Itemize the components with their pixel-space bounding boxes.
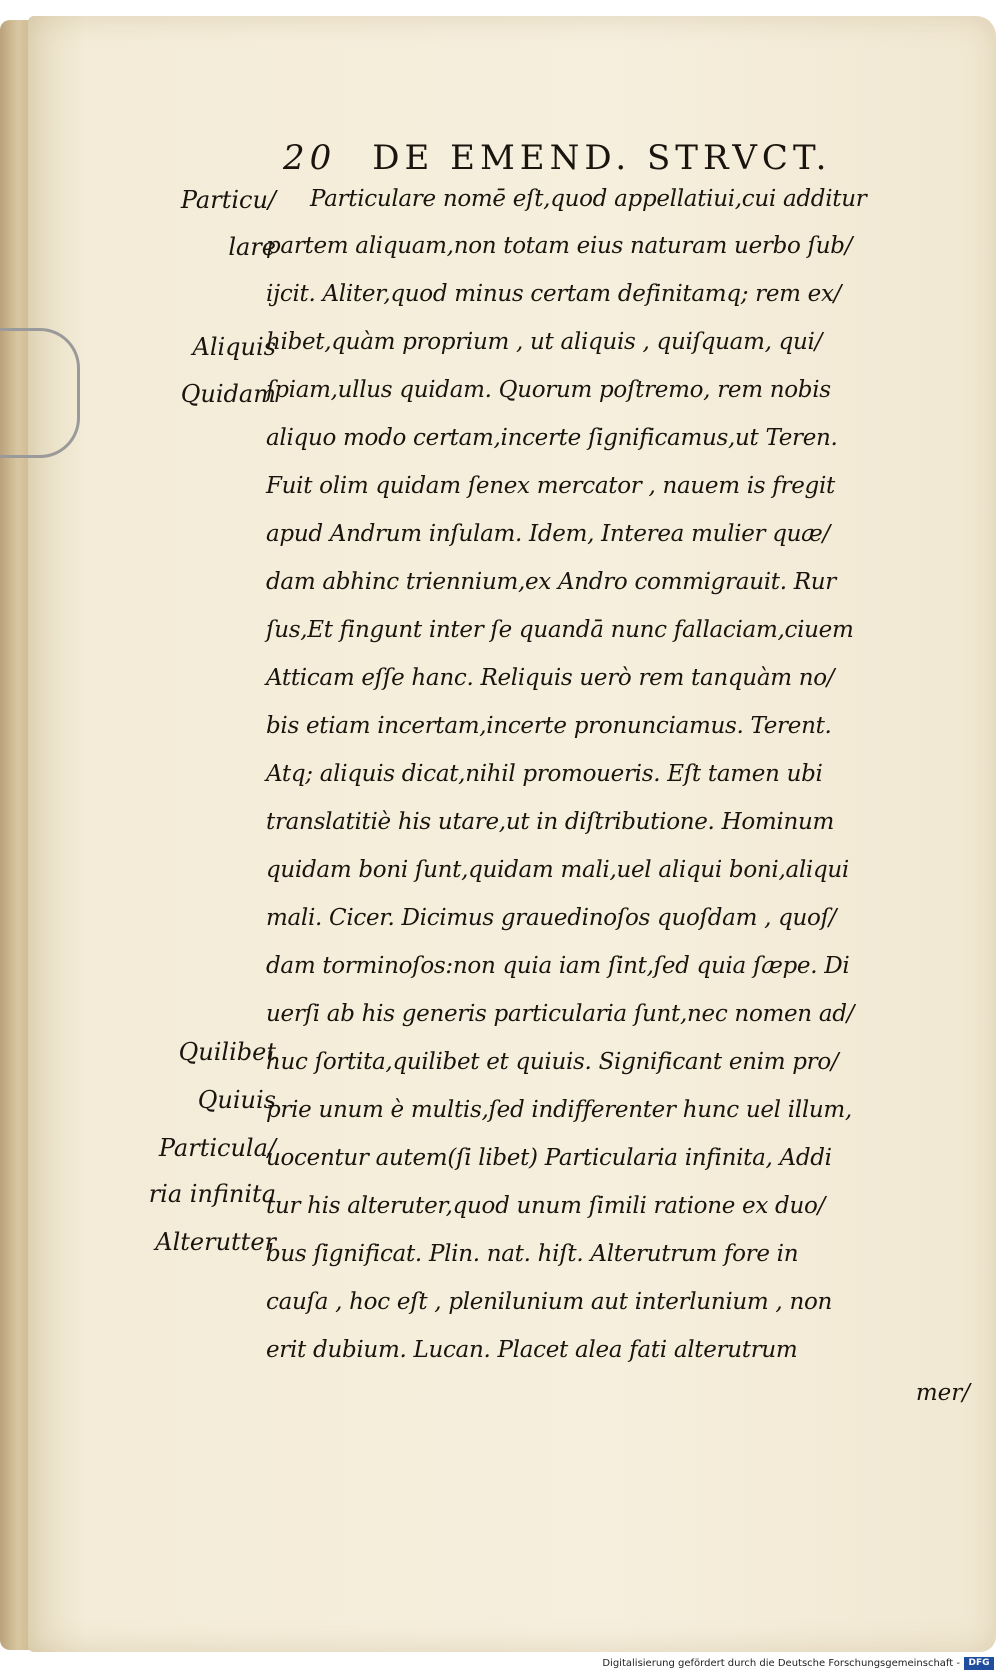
text-line: translatitiè his utare,ut in diſtributione. Hominum	[266, 809, 834, 835]
text-line: uocentur autem(ſi libet) Particularia infinita, Addi	[266, 1145, 832, 1171]
text-line: partem aliquam,non totam eius naturam uerbo ſub/	[266, 233, 853, 259]
text-line: prie unum è multis,ſed indifferenter hunc uel illum,	[266, 1097, 852, 1123]
margin-note: ria infinita	[148, 1180, 276, 1208]
text-line: Fuit olim quidam ſenex mercator , nauem is fregit	[266, 473, 835, 499]
page-number: 20	[283, 138, 337, 178]
margin-note: Alterutter	[155, 1228, 276, 1256]
text-line: huc ſortita,quilibet et quiuis. Significant enim pro/	[266, 1049, 839, 1075]
catchword: mer/	[915, 1380, 970, 1406]
text-line: Atq; aliquis dicat,nihil promoueris. Eſt tamen ubi	[266, 761, 823, 787]
margin-note: Particula/	[158, 1134, 276, 1162]
text-line: quidam boni ſunt,quidam mali,uel aliqui boni,aliqui	[266, 857, 849, 883]
running-head	[283, 138, 831, 178]
margin-note: Quiuis	[197, 1086, 276, 1114]
text-line: mali. Cicer. Dicimus grauedinoſos quoſdam , quoſ/	[266, 905, 837, 931]
running-title: DE EMEND. STRVCT.	[372, 138, 832, 178]
dfg-logo-icon: DFG	[964, 1657, 994, 1670]
text-line: erit dubium. Lucan. Placet alea fati alterutrum	[266, 1337, 798, 1363]
margin-note: lare	[228, 233, 276, 261]
margin-note: Aliquis	[192, 333, 276, 361]
text-line: ſus,Et fingunt inter ſe quandā nunc fallaciam,ciuem	[266, 617, 854, 643]
text-line: bis etiam incertam,incerte pronunciamus. Terent.	[266, 713, 832, 739]
text-line: aliquo modo certam,incerte ſignificamus,ut Teren.	[266, 425, 838, 451]
text-line: bus ſignificat. Plin. nat. hiſt. Alterutrum fore in	[266, 1241, 799, 1267]
text-line: ijcit. Aliter,quod minus certam definitamq; rem ex/	[266, 281, 842, 307]
text-line: apud Andrum inſulam. Idem, Interea mulier quæ/	[266, 521, 830, 547]
text-line: tur his alteruter,quod unum ſimili ratione ex duo/	[266, 1193, 825, 1219]
text-line: Atticam eſſe hanc. Reliquis uerò rem tanquàm no/	[266, 665, 835, 691]
text-line: cauſa , hoc eſt , plenilunium aut interlunium , non	[266, 1289, 833, 1315]
text-line: hibet,quàm proprium , ut aliquis , quiſquam, qui/	[266, 329, 823, 355]
margin-note: Quilibet	[178, 1038, 276, 1066]
funding-credit: Digitalisierung gefördert durch die Deutsche Forschungsgemeinschaft -	[602, 1658, 960, 1669]
text-line: ſpiam,ullus quidam. Quorum poſtremo, rem nobis	[266, 377, 831, 403]
text-line: dam abhinc triennium,ex Andro commigrauit. Rur	[266, 569, 836, 595]
margin-note: Particu/	[180, 186, 276, 214]
page-clip	[0, 328, 80, 458]
text-line: dam torminoſos:non quia iam ſint,ſed quia ſæpe. Di	[266, 953, 850, 979]
margin-note: Quidam	[180, 380, 276, 408]
text-line: uerſi ab his generis particularia ſunt,nec nomen ad/	[266, 1001, 855, 1027]
text-line: Particulare nomē eſt,quod appellatiui,cui additur	[310, 186, 867, 212]
